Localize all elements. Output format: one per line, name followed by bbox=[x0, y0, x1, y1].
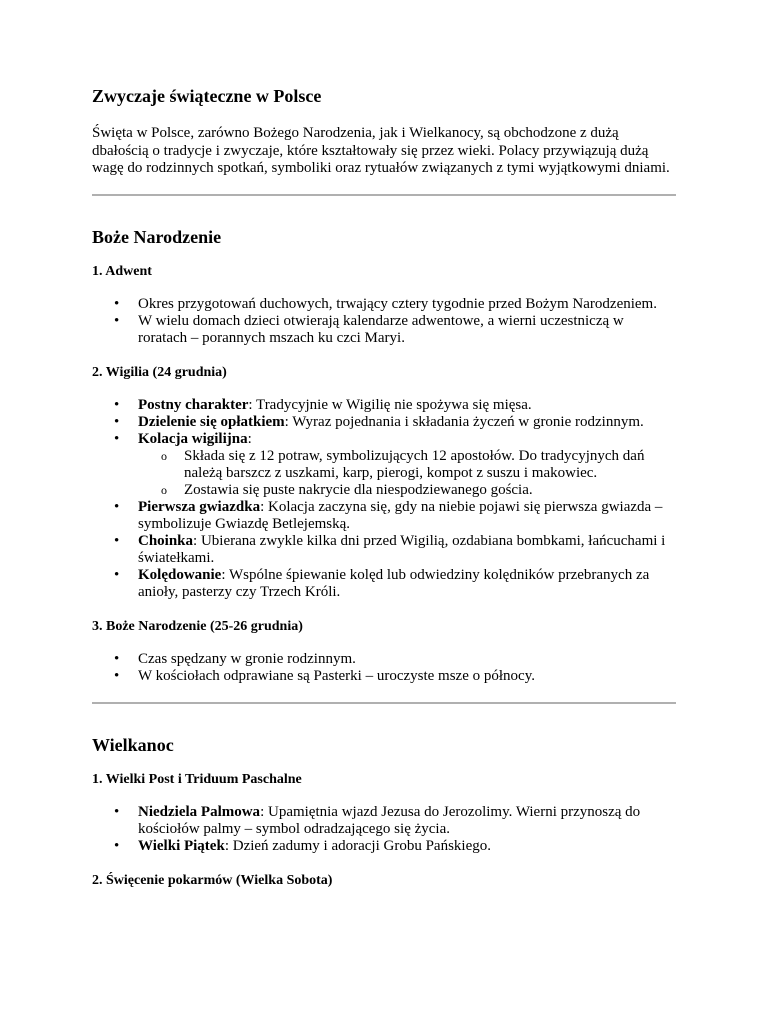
section-divider bbox=[92, 194, 676, 196]
list-item-term: Kolędowanie bbox=[138, 566, 222, 583]
list-item: • W kościołach odprawiane są Pasterki – uroczyste msze o północy. bbox=[138, 668, 676, 685]
list-item bbox=[138, 804, 676, 838]
supper-sublist bbox=[138, 448, 676, 499]
list-item bbox=[138, 838, 676, 855]
christmas-days-list bbox=[92, 651, 676, 685]
list-item: • Okres przygotowań duchowych, trwający cztery tygodnie przed Bożym Narodzeniem. bbox=[138, 296, 676, 313]
list-item-text: : Dzień zadumy i adoracji Grobu Pańskiego. bbox=[224, 837, 491, 854]
list-item-term: Postny charakter bbox=[138, 396, 249, 413]
list-item bbox=[138, 414, 676, 431]
list-item-term: Kolacja wigilijna bbox=[138, 430, 248, 447]
section-heading-christmas: Boże Narodzenie bbox=[92, 226, 222, 247]
list-item-text: : Wspólne śpiewanie kolęd lub odwiedziny kolędników przebranych za anioły, pasterzy czy Trzech Króli. bbox=[138, 566, 650, 600]
list-item bbox=[138, 533, 676, 567]
lent-list bbox=[92, 804, 676, 855]
list-item-term: Dzielenie się opłatkiem bbox=[138, 413, 285, 430]
list-item-text: : Wyraz pojednania i składania życzeń w gronie rodzinnym. bbox=[284, 413, 644, 430]
subheading-christmas-days: 3. Boże Narodzenie (25-26 grudnia) bbox=[92, 618, 303, 634]
document-title: Zwyczaje świąteczne w Polsce bbox=[92, 86, 322, 106]
list-item-term: Wielki Piątek bbox=[138, 837, 225, 854]
list-item bbox=[138, 499, 676, 533]
list-item: • W wielu domach dzieci otwierają kalendarze adwentowe, a wierni uczestniczą w roratach – porannych mszach ku czci Maryi. bbox=[138, 313, 676, 347]
sublist-item: o Zostawia się puste nakrycie dla niespodziewanego gościa. bbox=[184, 482, 676, 499]
list-item bbox=[138, 397, 676, 414]
section-heading-easter: Wielkanoc bbox=[92, 734, 174, 755]
list-item-text: : bbox=[247, 430, 252, 447]
list-item bbox=[138, 567, 676, 601]
subheading-advent: 1. Adwent bbox=[92, 263, 152, 279]
advent-list bbox=[92, 296, 676, 347]
list-item: • Czas spędzany w gronie rodzinnym. bbox=[138, 651, 676, 668]
vigil-list bbox=[92, 397, 676, 601]
list-item-text: : Ubierana zwykle kilka dni przed Wigilią, ozdabiana bombkami, łańcuchami i światełkami. bbox=[138, 532, 666, 566]
section-divider bbox=[92, 702, 676, 704]
list-item bbox=[138, 431, 676, 499]
subheading-vigil: 2. Wigilia (24 grudnia) bbox=[92, 364, 227, 380]
list-item-term: Niedziela Palmowa bbox=[138, 803, 261, 820]
subheading-lent: 1. Wielki Post i Triduum Paschalne bbox=[92, 771, 302, 787]
subheading-food-blessing: 2. Święcenie pokarmów (Wielka Sobota) bbox=[92, 872, 333, 888]
sublist-item: o Składa się z 12 potraw, symbolizujących 12 apostołów. Do tradycyjnych dań należą barszcz z uszkami, karp, pierogi, kompot z suszu i makowiec. bbox=[184, 448, 676, 482]
list-item-term: Choinka bbox=[138, 532, 194, 549]
list-item-term: Pierwsza gwiazdka bbox=[138, 498, 261, 515]
list-item-text: : Tradycyjnie w Wigilię nie spożywa się mięsa. bbox=[248, 396, 532, 413]
list-item-text: : Upamiętnia wjazd Jezusa do Jerozolimy. Wierni przynoszą do kościołów palmy – symbol odradzającego się życia. bbox=[138, 803, 641, 837]
intro-paragraph: Święta w Polsce, zarówno Bożego Narodzenia, jak i Wielkanocy, są obchodzone z dużą dbałością o tradycje i zwyczaje, które kształtowały się przez wieki. Polacy przywiązują dużą wagę do rodzinnych spotkań, symboliki oraz rytuałów związanych z tymi wyjątkowymi dniami. bbox=[92, 125, 670, 176]
list-item-text: : Kolacja zaczyna się, gdy na niebie pojawi się pierwsza gwiazda – symbolizuje Gwiazdę Betlejemską. bbox=[138, 498, 663, 532]
